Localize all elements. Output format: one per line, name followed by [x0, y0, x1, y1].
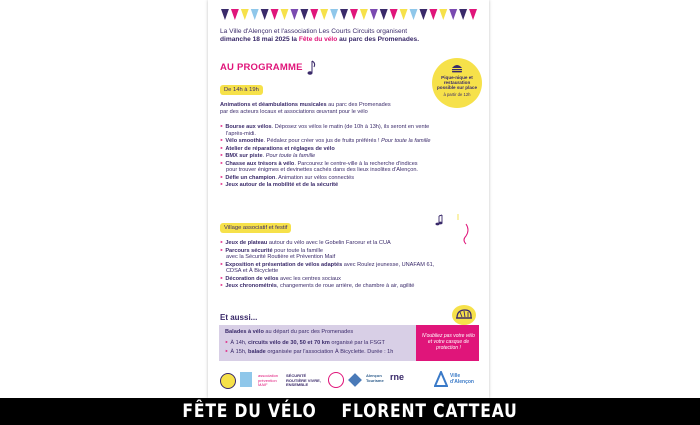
aussi-title: Et aussi... [220, 313, 258, 322]
logo-bicycle-club [328, 372, 344, 388]
programme-item: ‣ Atelier de réparations et réglages de vélo [220, 145, 335, 152]
picnic-subtext: à partir de 12h [443, 92, 471, 97]
bunting-flag [261, 9, 269, 20]
arrow-bullet-icon: ‣ [220, 145, 224, 152]
logo-prevention-maif: association prévention MAIF [258, 373, 279, 388]
village-item: ‣ Exposition et présentation de vélos adaptés avec Roulez jeunesse, UNAFAM 61, CDSA et À Bicyclette [220, 261, 435, 275]
programme-item: ‣ Vélo smoothie. Pédalez pour créer vos jus de fruits préférés ! Pour toute la famille [220, 138, 431, 144]
bunting-flag [350, 9, 358, 20]
animations-block: Animations et déambulations musicales au parc des Promenades par des acteurs locaux et associations œuvrant pour le vélo [220, 102, 391, 115]
bunting-flag [429, 9, 437, 20]
arrow-bullet-icon: ‣ [220, 275, 224, 282]
bunting-flag [410, 9, 418, 20]
bunting-flag [469, 9, 477, 20]
programme-item: ‣ BMX sur piste. Pour toute la famille [220, 153, 316, 159]
logo-securite-routiere: SÉCURITÉ ROUTIÈRE VIVRE, ENSEMBLE [286, 373, 321, 388]
animations-title: Animations et déambulations musicales [220, 102, 327, 108]
bunting-flag [221, 9, 229, 20]
village-item: ‣ Décoration de vélos avec les centres sociaux [220, 275, 341, 282]
bunting-flag [251, 9, 259, 20]
helmet-icon [452, 305, 476, 325]
schedule-pill: De 14h à 19h [220, 85, 263, 95]
picnic-text: Pique-nique et restauration possible sur place [436, 75, 478, 91]
bunting-flag [281, 9, 289, 20]
programme-item: ‣ Chasse aux trésors à vélo. Parcourez le centre-ville à la recherche d'indices pour trouver énigmes et devinettes cachés dans des lieux insolites d'Alençon. [220, 160, 418, 174]
programme-item: ‣ Bourse aux vélos. Déposez vos vélos le matin (de 10h à 13h), ils seront en vente l'après-midi. [220, 124, 430, 137]
village-pill: Village associatif et festif [220, 223, 291, 233]
balade-item-2: ‣ À 15h, balade organisée par l'association À Bicyclette. Durée : 1h [225, 349, 394, 355]
arrow-bullet-icon: ‣ [220, 153, 224, 159]
bunting-decoration [220, 8, 478, 22]
intro-text [220, 28, 419, 44]
bunting-flag [290, 9, 298, 20]
helmet-reminder-box [416, 325, 479, 361]
programme-title: AU PROGRAMME [220, 62, 303, 73]
arrow-bullet-icon: ‣ [220, 261, 224, 268]
intro-line-2: dimanche 18 mai 2025 la Fête du vélo au parc des Promenades. [220, 36, 420, 43]
arrow-bullet-icon: ‣ [220, 160, 224, 167]
bunting-flag [459, 9, 467, 20]
programme-item: ‣ Défie un champion. Animation sur vélos connectés [220, 174, 355, 181]
logo-ville-alencon: Ville d'Alençon [450, 373, 474, 385]
logo-alencon-mark [434, 371, 448, 387]
bunting-flag [241, 9, 249, 20]
bunting-flag [330, 9, 338, 20]
intro-line-1: La Ville d'Alençon et l'association Les Courts Circuits organisent [220, 28, 408, 35]
burger-icon [451, 63, 463, 73]
picnic-badge [432, 58, 482, 108]
partner-logos [220, 370, 480, 390]
arrow-bullet-icon: ‣ [220, 174, 224, 181]
bunting-flag [419, 9, 427, 20]
logo-departement [348, 373, 362, 387]
bunting-flag [370, 9, 378, 20]
helmet-reminder-text: N'oubliez pas votre vélo et votre casque de protection ! [422, 333, 475, 351]
arrow-bullet-icon: ‣ [220, 247, 224, 254]
bunting-flag [310, 9, 318, 20]
arrow-bullet-icon: ‣ [220, 138, 224, 144]
bunting-flag [380, 9, 388, 20]
arrow-bullet-icon: ‣ [220, 283, 224, 289]
event-flyer [208, 0, 489, 398]
arrow-bullet-icon: ‣ [220, 124, 224, 130]
bunting-flag [360, 9, 368, 20]
village-item: ‣ Jeux chronométrés, changements de roue arrière, de chambre à air, agilité [220, 283, 415, 289]
music-note-icon [304, 60, 318, 78]
village-item: ‣ Jeux de plateau autour du vélo avec le Gobelin Farceur et la CUA [220, 240, 391, 246]
logo-cua [240, 372, 252, 387]
balades-title: Balades à vélo [225, 329, 264, 335]
bunting-flag [439, 9, 447, 20]
bunting-flag [400, 9, 408, 20]
logo-alencon-tourisme: Alençon Tourisme [366, 373, 384, 383]
balade-item-1: ‣ À 14h, circuits vélo de 30, 50 et 70 km organisé par la FSGT [225, 340, 385, 346]
arrow-bullet-icon: ‣ [220, 240, 224, 246]
caption-title: FÊTE DU VÉLO FLORENT CATTEAU [182, 400, 518, 422]
bunting-flag [390, 9, 398, 20]
bunting-flag [271, 9, 279, 20]
balades-box: Balades à vélo au départ du parc des Promenades ‣ À 14h, circuits vélo de 30, 50 et 70 km organisé par la FSGT ‣ À 15h, balade organisée par l'association À Bicyclette. Durée : 1h [219, 325, 416, 361]
bunting-flag [300, 9, 308, 20]
arrow-bullet-icon: ‣ [220, 182, 224, 188]
bunting-flag [340, 9, 348, 20]
programme-item: ‣ Jeux autour de la mobilité et de la sécurité [220, 182, 339, 188]
bunting-flag [320, 9, 328, 20]
logo-courts-circuits [220, 373, 236, 389]
logo-rne: rne [390, 372, 405, 382]
event-name: Fête du vélo [298, 36, 338, 43]
bunting-flag [449, 9, 457, 20]
bunting-flag [231, 9, 239, 20]
village-item: ‣ Parcours sécurité pour toute la famille avec la Sécurité Routière et Prévention Maif [220, 247, 336, 261]
